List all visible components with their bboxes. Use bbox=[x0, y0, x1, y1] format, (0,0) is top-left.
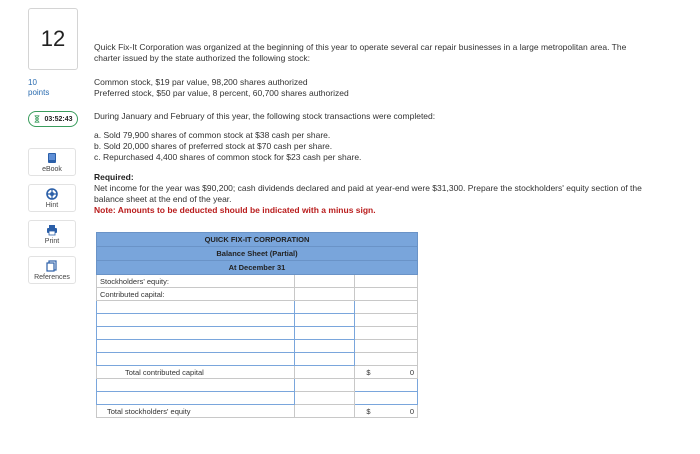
points-value: 10 bbox=[28, 78, 37, 87]
amount-input[interactable] bbox=[295, 340, 355, 353]
table-date: At December 31 bbox=[97, 261, 418, 275]
required-label: Required: bbox=[94, 172, 134, 182]
empty-cell bbox=[295, 275, 355, 288]
amount-input[interactable] bbox=[355, 392, 418, 405]
question-number: 12 bbox=[40, 26, 66, 51]
timer[interactable] bbox=[28, 111, 78, 127]
empty-cell bbox=[295, 379, 355, 392]
table-row bbox=[97, 392, 418, 405]
total-contributed-cell bbox=[355, 366, 418, 379]
row-contributed-label: Contributed capital: bbox=[97, 288, 295, 301]
account-input[interactable] bbox=[97, 340, 295, 353]
table-row bbox=[97, 288, 418, 301]
empty-cell bbox=[355, 288, 418, 301]
table-row bbox=[97, 405, 418, 418]
row-equity-label: Stockholders' equity: bbox=[97, 275, 295, 288]
print-label: Print bbox=[44, 238, 60, 245]
table-row bbox=[97, 353, 418, 366]
timer-value: 03:52:43 bbox=[44, 115, 73, 123]
hint-button[interactable] bbox=[28, 184, 76, 212]
empty-cell bbox=[295, 366, 355, 379]
empty-cell bbox=[355, 327, 418, 340]
empty-cell bbox=[355, 314, 418, 327]
empty-cell bbox=[295, 392, 355, 405]
book-icon bbox=[46, 152, 58, 164]
transaction-c: c. Repurchased 4,400 shares of common stock for $23 cash per share. bbox=[94, 152, 362, 162]
account-input[interactable] bbox=[97, 314, 295, 327]
transactions-intro: During January and February of this year, the following stock transactions were completed: bbox=[94, 111, 436, 121]
table-row bbox=[97, 275, 418, 288]
table-subtitle: Balance Sheet (Partial) bbox=[97, 247, 418, 261]
ebook-label: eBook bbox=[42, 166, 62, 173]
table-row bbox=[97, 327, 418, 340]
row-total-equity-label: Total stockholders' equity bbox=[97, 405, 295, 418]
ebook-button[interactable] bbox=[28, 148, 76, 176]
currency-symbol: $ bbox=[366, 406, 371, 416]
references-label: References bbox=[34, 274, 70, 281]
points-info bbox=[28, 78, 49, 98]
row-total-contributed-label: Total contributed capital bbox=[97, 366, 295, 379]
transaction-a: a. Sold 79,900 shares of common stock at $38 cash per share. bbox=[94, 130, 331, 140]
amount-input[interactable] bbox=[295, 301, 355, 314]
stock-line-preferred: Preferred stock, $50 par value, 8 percent, 60,700 shares authorized bbox=[94, 88, 349, 98]
currency-symbol: $ bbox=[366, 367, 371, 377]
hint-icon bbox=[46, 188, 58, 200]
table-title: QUICK FIX-IT CORPORATION bbox=[97, 233, 418, 247]
print-icon bbox=[46, 224, 58, 236]
table-row bbox=[97, 366, 418, 379]
question-content bbox=[94, 42, 654, 216]
total-equity-value: 0 bbox=[409, 406, 414, 416]
table-row bbox=[97, 301, 418, 314]
hourglass-icon bbox=[33, 115, 41, 123]
question-number-box bbox=[28, 8, 78, 70]
account-input[interactable] bbox=[97, 379, 295, 392]
empty-cell bbox=[355, 275, 418, 288]
hint-label: Hint bbox=[45, 202, 59, 209]
table-row bbox=[97, 314, 418, 327]
empty-cell bbox=[295, 405, 355, 418]
table-row bbox=[97, 379, 418, 392]
account-input[interactable] bbox=[97, 392, 295, 405]
empty-cell bbox=[295, 288, 355, 301]
account-input[interactable] bbox=[97, 301, 295, 314]
intro-text: Quick Fix-It Corporation was organized at the beginning of this year to operate several car repair businesses in a large metropolitan area. The charter issued by the state authorized the following stock: bbox=[94, 42, 627, 63]
amount-input[interactable] bbox=[295, 353, 355, 366]
empty-cell bbox=[355, 301, 418, 314]
amount-input[interactable] bbox=[295, 327, 355, 340]
table-row bbox=[97, 340, 418, 353]
amount-input[interactable] bbox=[355, 379, 418, 392]
balance-sheet-table bbox=[96, 232, 418, 418]
transaction-b: b. Sold 20,000 shares of preferred stock at $70 cash per share. bbox=[94, 141, 333, 151]
stock-line-common: Common stock, $19 par value, 98,200 shares authorized bbox=[94, 77, 308, 87]
amount-input[interactable] bbox=[295, 314, 355, 327]
references-icon bbox=[46, 260, 58, 272]
points-label: points bbox=[28, 88, 50, 97]
required-text: Net income for the year was $90,200; cash dividends declared and paid at year-end were $31,300. Prepare the stockholders' equity section of the balance sheet at the end of the year. bbox=[94, 183, 642, 204]
references-button[interactable] bbox=[28, 256, 76, 284]
note-text: Note: Amounts to be deducted should be indicated with a minus sign. bbox=[94, 205, 376, 215]
empty-cell bbox=[355, 353, 418, 366]
empty-cell bbox=[355, 340, 418, 353]
account-input[interactable] bbox=[97, 327, 295, 340]
total-equity-cell bbox=[355, 405, 418, 418]
print-button[interactable] bbox=[28, 220, 76, 248]
total-contributed-value: 0 bbox=[409, 367, 414, 377]
account-input[interactable] bbox=[97, 353, 295, 366]
